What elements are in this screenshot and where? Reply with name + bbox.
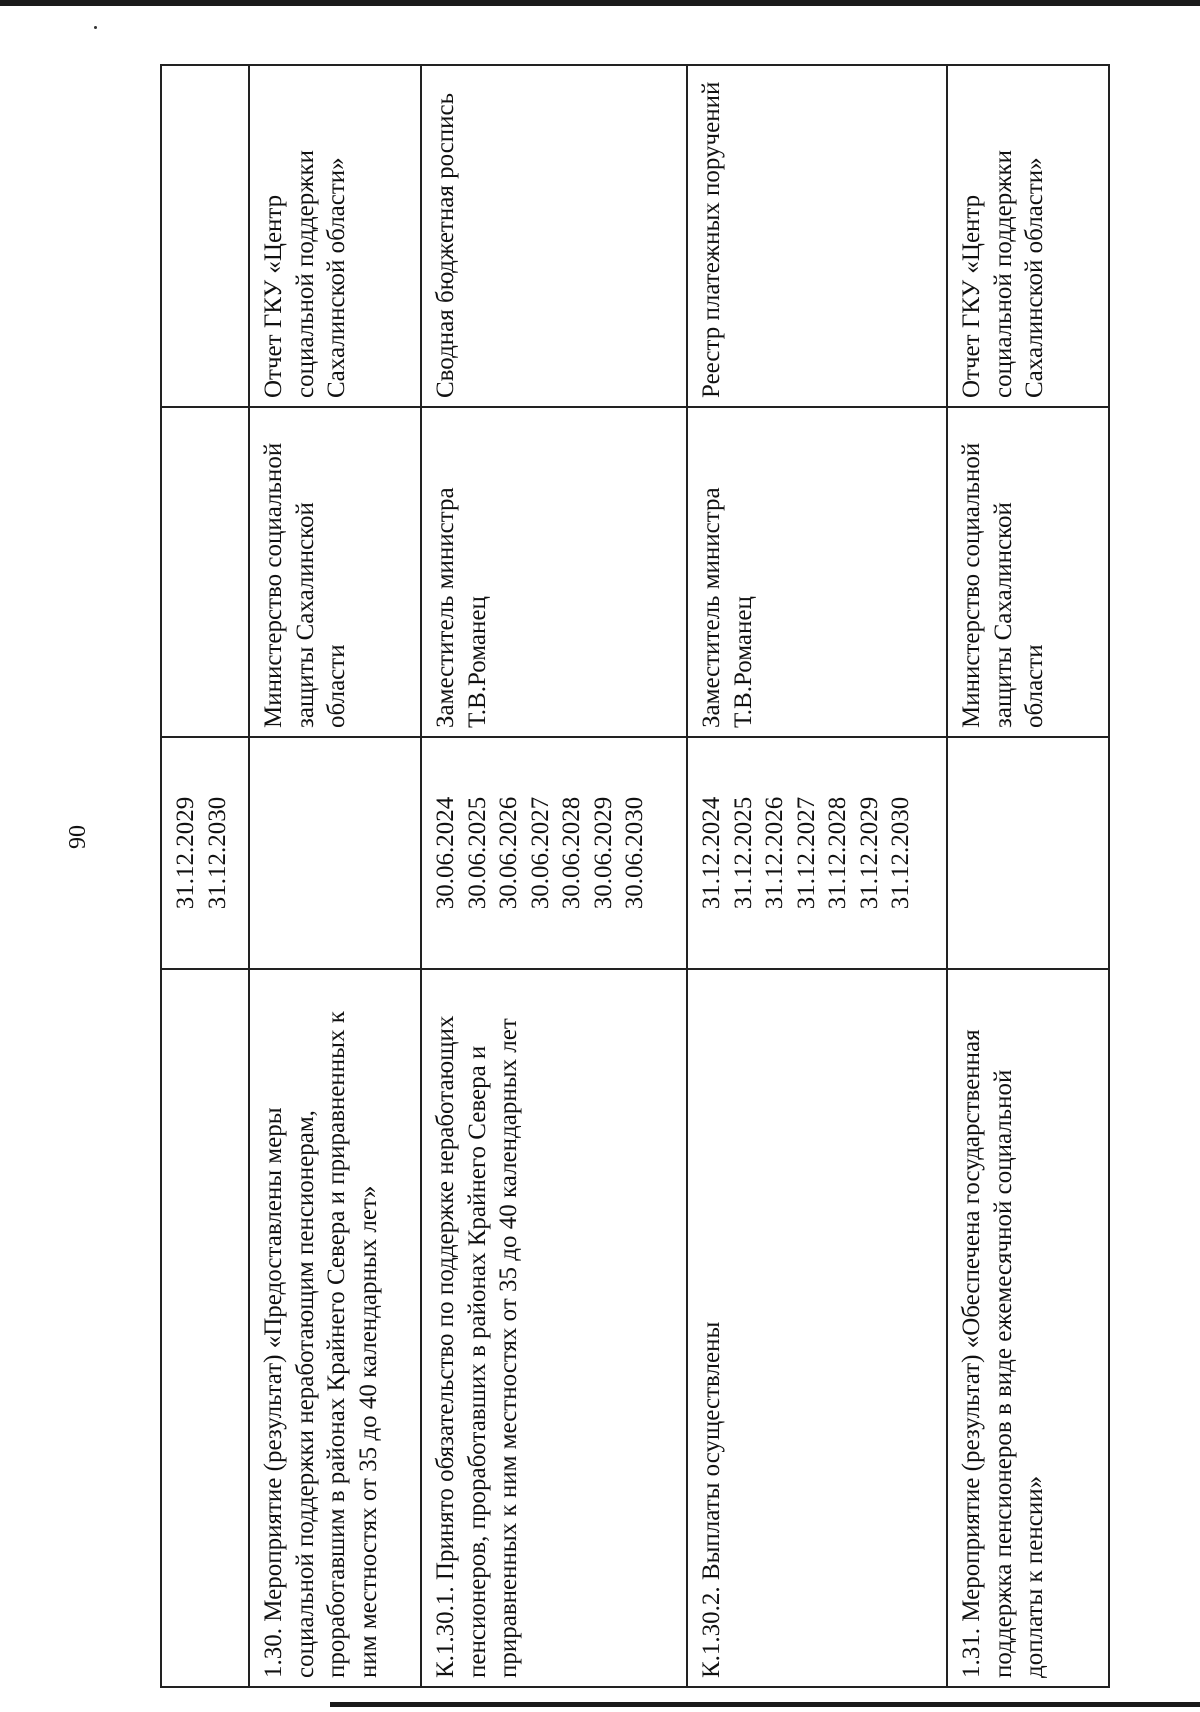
responsible-cell: Министерство социальной защиты Сахалинской области xyxy=(947,407,1109,737)
document-cell: Отчет ГКУ «Центр социальной поддержки Сахалинской области» xyxy=(249,65,421,407)
date: 31.12.2030 xyxy=(887,796,914,910)
date: 30.06.2027 xyxy=(526,796,554,910)
date: 31.12.2029 xyxy=(855,796,883,910)
page-number: 90 xyxy=(65,825,91,849)
document-cell xyxy=(161,65,249,407)
table-row xyxy=(249,65,421,1687)
dates-cell xyxy=(687,737,947,969)
date: 31.12.2026 xyxy=(761,796,788,910)
document-cell: Отчет ГКУ «Центр социальной поддержки Сахалинской области» xyxy=(947,65,1109,407)
measures-table xyxy=(160,64,1110,1688)
measure-cell: 1.31. Мероприятие (результат) «Обеспечена государственная поддержка пенсионеров в виде ежемесячной социальной доплаты к пенсии» xyxy=(947,969,1109,1687)
table-row xyxy=(687,65,947,1687)
document-page xyxy=(160,66,1108,1688)
responsible-cell: Заместитель министра Т.В.Романец xyxy=(421,407,687,737)
scan-speck xyxy=(94,26,97,29)
date: 30.06.2028 xyxy=(558,796,585,910)
date: 30.06.2025 xyxy=(463,796,491,910)
dates-cell xyxy=(947,737,1109,969)
date: 30.06.2029 xyxy=(589,796,617,910)
date: 31.12.2025 xyxy=(729,796,757,910)
measure-cell: К.1.30.1. Принято обязательство по поддержке неработающих пенсионеров, проработавших в районах Крайнего Севера и приравненных к ним местностях от 35 до 40 календарных лет xyxy=(421,969,687,1687)
date: 30.06.2024 xyxy=(432,796,459,910)
date: 30.06.2030 xyxy=(621,796,648,910)
date: 31.12.2030 xyxy=(203,796,231,910)
dates-cell xyxy=(249,737,421,969)
table-row xyxy=(947,65,1109,1687)
date: 30.06.2026 xyxy=(495,796,522,910)
scan-bottom-edge xyxy=(330,1702,1200,1707)
document-cell: Сводная бюджетная роспись xyxy=(421,65,687,407)
date: 31.12.2027 xyxy=(792,796,820,910)
measure-cell: 1.30. Мероприятие (результат) «Предоставлены меры социальной поддержки неработающим пенсионерам, проработавшим в районах Крайнего Севера и приравненных к ним местностях от 35 до 40 календарных лет» xyxy=(249,969,421,1687)
measure-cell xyxy=(161,969,249,1687)
table-row xyxy=(161,65,249,1687)
scan-top-edge xyxy=(0,0,1200,6)
dates-cell xyxy=(421,737,687,969)
responsible-cell xyxy=(161,407,249,737)
responsible-cell: Заместитель министра Т.В.Романец xyxy=(687,407,947,737)
dates-cell xyxy=(161,737,249,969)
date: 31.12.2024 xyxy=(698,796,725,910)
document-cell: Реестр платежных поручений xyxy=(687,65,947,407)
date: 31.12.2028 xyxy=(824,796,851,910)
responsible-cell: Министерство социальной защиты Сахалинской области xyxy=(249,407,421,737)
measure-cell: К.1.30.2. Выплаты осуществлены xyxy=(687,969,947,1687)
date: 31.12.2029 xyxy=(172,796,199,910)
table-row xyxy=(421,65,687,1687)
